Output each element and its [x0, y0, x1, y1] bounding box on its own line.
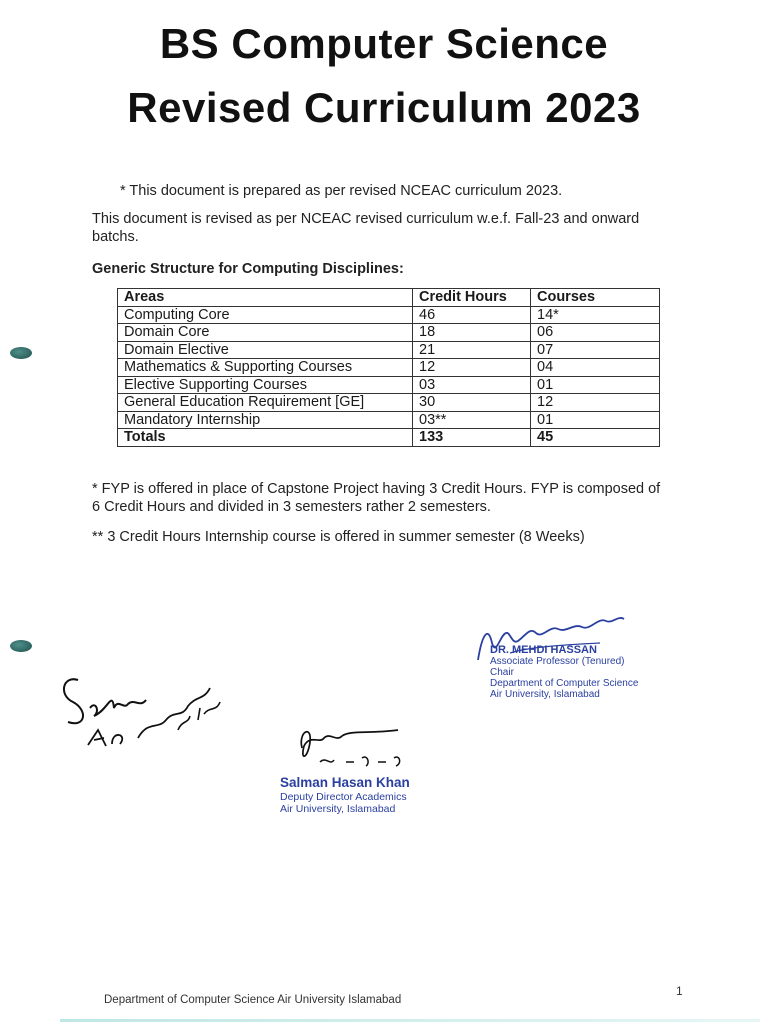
ad-academics-signature	[48, 650, 248, 760]
header-areas: Areas	[118, 289, 413, 307]
header-credit-hours: Credit Hours	[413, 289, 531, 307]
fyp-footnote: * FYP is offered in place of Capstone Project having 3 Credit Hours. FYP is composed of 6 Credit Hours and divided in 3 semesters rather 2 semesters.	[92, 481, 661, 515]
chair-organization: Air University, Islamabad	[490, 689, 600, 700]
chair-role: Chair	[490, 667, 514, 678]
cell-area: Elective Supporting Courses	[118, 376, 413, 394]
punch-hole-mark	[10, 640, 32, 652]
table-header-row	[118, 289, 660, 307]
cell-credit-hours: 46	[413, 306, 531, 324]
cell-area: General Education Requirement [GE]	[118, 394, 413, 412]
totals-row	[118, 429, 660, 447]
structure-heading: Generic Structure for Computing Disciplines:	[92, 261, 404, 277]
cell-credit-hours: 03**	[413, 411, 531, 429]
totals-label: Totals	[118, 429, 413, 447]
chair-title: Associate Professor (Tenured)	[490, 656, 625, 667]
cell-area: Mathematics & Supporting Courses	[118, 359, 413, 377]
cell-credit-hours: 18	[413, 324, 531, 342]
page-footer: Department of Computer Science Air University Islamabad	[104, 994, 402, 1006]
table-row	[118, 359, 660, 377]
deputy-director-title: Deputy Director Academics	[280, 791, 407, 803]
table-row	[118, 324, 660, 342]
cell-courses: 07	[531, 341, 660, 359]
table-row	[118, 376, 660, 394]
cell-courses: 12	[531, 394, 660, 412]
cell-credit-hours: 03	[413, 376, 531, 394]
cell-credit-hours: 12	[413, 359, 531, 377]
table-row	[118, 341, 660, 359]
credit-structure-table	[117, 288, 660, 447]
cell-courses: 01	[531, 411, 660, 429]
prepared-note: * This document is prepared as per revised NCEAC curriculum 2023.	[120, 183, 563, 199]
bottom-edge-bar	[60, 1019, 760, 1022]
totals-credit-hours: 133	[413, 429, 531, 447]
chair-stamp	[490, 645, 638, 700]
totals-courses: 45	[531, 429, 660, 447]
cell-area: Domain Elective	[118, 341, 413, 359]
title-line-1: BS Computer Science	[159, 20, 609, 67]
cell-courses: 14*	[531, 306, 660, 324]
title-line-2: Revised Curriculum 2023	[127, 84, 641, 131]
punch-hole-mark	[10, 347, 32, 359]
table-row	[118, 411, 660, 429]
cell-area: Computing Core	[118, 306, 413, 324]
cell-area: Domain Core	[118, 324, 413, 342]
chair-department: Department of Computer Science	[490, 678, 639, 689]
cell-credit-hours: 21	[413, 341, 531, 359]
cell-courses: 06	[531, 324, 660, 342]
cell-courses: 04	[531, 359, 660, 377]
internship-footnote: ** 3 Credit Hours Internship course is offered in summer semester (8 Weeks)	[92, 529, 585, 545]
page-number: 1	[676, 984, 683, 998]
table-row	[118, 306, 660, 324]
chair-name: DR. MEHDI HASSAN	[490, 644, 597, 656]
table-row	[118, 394, 660, 412]
cell-credit-hours: 30	[413, 394, 531, 412]
cell-area: Mandatory Internship	[118, 411, 413, 429]
revised-note: This document is revised as per NCEAC revised curriculum w.e.f. Fall-23 and onward batchs.	[92, 211, 640, 245]
deputy-director-stamp	[280, 775, 410, 815]
cell-courses: 01	[531, 376, 660, 394]
deputy-director-name: Salman Hasan Khan	[280, 775, 410, 790]
deputy-director-organization: Air University, Islamabad	[280, 803, 396, 815]
header-courses: Courses	[531, 289, 660, 307]
deputy-director-signature	[290, 718, 430, 770]
